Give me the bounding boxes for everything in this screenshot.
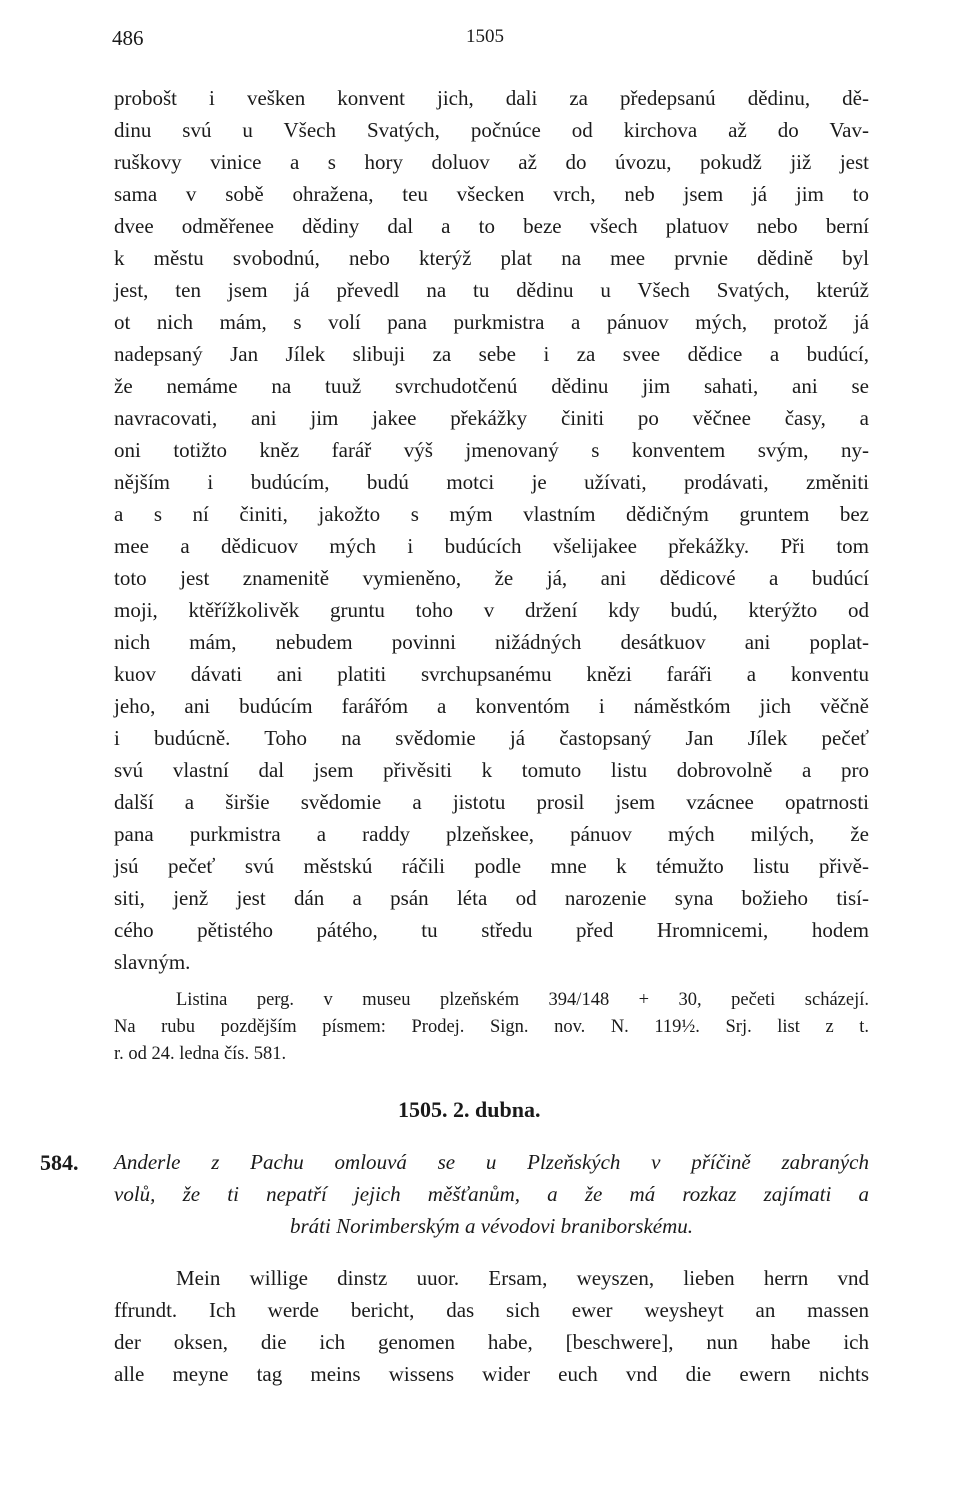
body-line: jeho, ani budúcím farářóm a konventóm i náměstkóm jich věčně: [114, 694, 869, 718]
body-line: probošt i vešken konvent jich, dali za předepsanú dědinu, dě-: [114, 86, 869, 110]
letter-line: ffrundt. Ich werde bericht, das sich ewer weysheyt an massen: [114, 1298, 869, 1322]
body-line: slavným.: [114, 950, 191, 974]
note-line: Listina perg. v museu plzeňském 394/148 + 30, pečeti scházejí.: [176, 990, 869, 1010]
regest-line: bráti Norimberským a vévodovi braniborskému.: [289, 1214, 694, 1238]
regest-line: Anderle z Pachu omlouvá se u Plzeňských v příčině zabraných: [114, 1150, 869, 1174]
body-line: ot nich mám, s volí pana purkmistra a pánuov mých, protož já: [114, 310, 869, 334]
body-line: mee a dědicuov mých i budúcích všelijakee překážky. Při tom: [114, 534, 869, 558]
body-line: navracovati, ani jim jakee překážky činiti po věčnee časy, a: [114, 406, 869, 430]
body-line: nich mám, nebudem povinni nižádných desátkuov ani poplat-: [114, 630, 869, 654]
body-line: k městu svobodnú, nebo kterýž plat na mee prvnie dědině byl: [114, 246, 869, 270]
regest-line: volů, že ti nepatří jejich měšťanům, a že má rozkaz zajímati a: [114, 1182, 869, 1206]
body-line: nějším i budúcím, budú motci je užívati, prodávati, změniti: [114, 470, 869, 494]
body-line: dinu svú u Všech Svatých, počnúce od kirchova až do Vav-: [114, 118, 869, 142]
body-line: i budúcně. Toho na svědomie já častopsaný Jan Jílek pečeť: [114, 726, 869, 750]
body-line: svú vlastní dal jsem přivěsiti k tomuto listu dobrovolně a pro: [114, 758, 869, 782]
body-line: toto jest znamenitě vymieněno, že já, ani dědicové a budúcí: [114, 566, 869, 590]
note-line: Na rubu pozdějším písmem: Prodej. Sign. nov. N. 119½. Srj. list z t.: [114, 1017, 869, 1037]
date-heading: 1505. 2. dubna.: [398, 1097, 541, 1122]
header-year: 1505: [466, 26, 504, 47]
body-line: moji, ktěřížkolivěk gruntu toho v držení kdy budú, kterýžto od: [114, 598, 869, 622]
body-line: nadepsaný Jan Jílek slibuji za sebe i za svee dědice a budúcí,: [114, 342, 869, 366]
body-line: ruškovy vinice a s hory doluov až do úvozu, pokudž již jest: [114, 150, 869, 174]
note-line: r. od 24. ledna čís. 581.: [114, 1044, 287, 1064]
body-line: další a širšie svědomie a jistotu prosil jsem vzácnee opatrnosti: [114, 790, 869, 814]
body-line: a s ní činiti, jakožto s mým vlastním dědičným gruntem bez: [114, 502, 869, 526]
letter-line: der oksen, die ich genomen habe, [beschwere], nun habe ich: [114, 1330, 869, 1354]
body-line: jest, ten jsem já převedl na tu dědinu u Všech Svatých, kterúž: [114, 278, 869, 302]
body-line: cého pětistého pátého, tu středu před Hromnicemi, hodem: [114, 918, 869, 942]
body-line: jsú pečeť svú městskú ráčili podle mne k témužto listu přivě-: [114, 854, 869, 878]
page-number: 486: [112, 26, 144, 50]
body-line: že nemáme na tuuž svrchudotčenú dědinu jim sahati, ani se: [114, 374, 869, 398]
body-line: sama v sobě ohražena, teu všecken vrch, neb jsem já jim to: [114, 182, 869, 206]
body-line: oni totižto kněz farář výš jmenovaný s konventem svým, ny-: [114, 438, 869, 462]
letter-line: alle meyne tag meins wissens wider euch vnd die ewern nichts: [114, 1362, 869, 1386]
body-line: dvee odměřenee dědiny dal a to beze všech platuov nebo berní: [114, 214, 869, 238]
body-line: siti, jenž jest dán a psán léta od narozenie syna božieho tisí-: [114, 886, 869, 910]
body-line: pana purkmistra a raddy plzeňskee, pánuov mých milých, že: [114, 822, 869, 846]
letter-line: Mein willige dinstz uuor. Ersam, weyszen, lieben herrn vnd: [176, 1266, 869, 1290]
body-line: kuov dávati ani platiti svrchupsanému knězi faráři a konventu: [114, 662, 869, 686]
document-number: 584.: [40, 1150, 79, 1175]
